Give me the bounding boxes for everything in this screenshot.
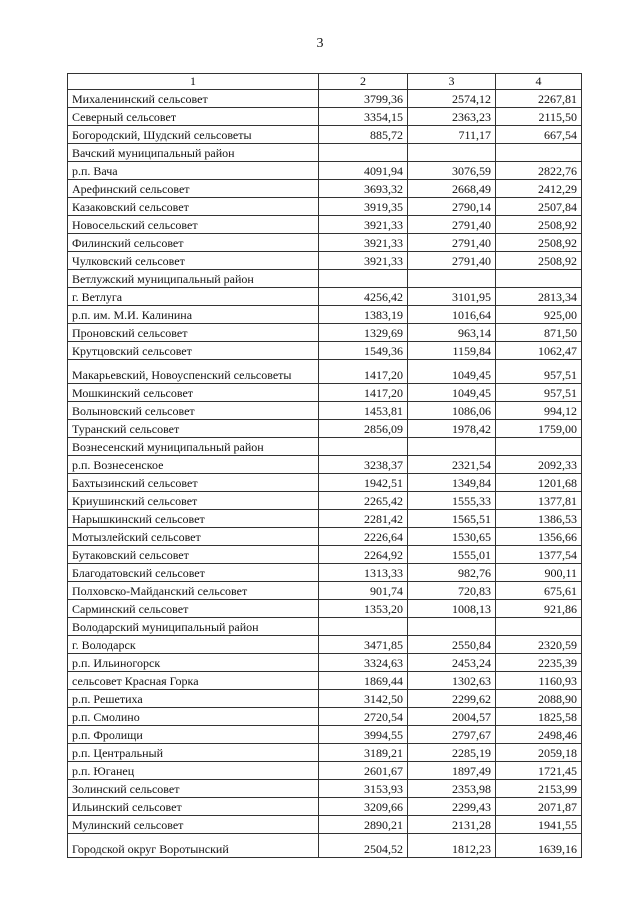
cell-col4 — [496, 618, 582, 636]
cell-col2 — [319, 618, 408, 636]
cell-col3: 2790,14 — [408, 198, 496, 216]
tariff-table — [67, 73, 582, 858]
cell-name: Вачский муниципальный район — [68, 144, 319, 162]
cell-col4: 1825,58 — [496, 708, 582, 726]
cell-col3: 2321,54 — [408, 456, 496, 474]
cell-col2: 1417,20 — [319, 384, 408, 402]
cell-col4: 1377,54 — [496, 546, 582, 564]
cell-col3: 1302,63 — [408, 672, 496, 690]
cell-name: сельсовет Красная Горка — [68, 672, 319, 690]
cell-name: Северный сельсовет — [68, 108, 319, 126]
table-row — [68, 180, 582, 198]
table-row — [68, 270, 582, 288]
cell-col2: 1417,20 — [319, 360, 408, 384]
cell-name: Бутаковский сельсовет — [68, 546, 319, 564]
cell-col4: 2267,81 — [496, 90, 582, 108]
table-row — [68, 162, 582, 180]
table-row — [68, 360, 582, 384]
cell-col2: 2281,42 — [319, 510, 408, 528]
cell-col2: 2890,21 — [319, 816, 408, 834]
cell-col4: 2235,39 — [496, 654, 582, 672]
cell-col3: 2299,62 — [408, 690, 496, 708]
cell-name: Волыновский сельсовет — [68, 402, 319, 420]
cell-col2: 2504,52 — [319, 834, 408, 858]
table-row — [68, 216, 582, 234]
cell-col4: 2059,18 — [496, 744, 582, 762]
cell-col4: 1639,16 — [496, 834, 582, 858]
cell-col2: 3921,33 — [319, 216, 408, 234]
cell-name: р.п. Фролищи — [68, 726, 319, 744]
column-header: 3 — [408, 74, 496, 90]
cell-col4: 2071,87 — [496, 798, 582, 816]
cell-name: Володарский муниципальный район — [68, 618, 319, 636]
cell-name: Казаковский сельсовет — [68, 198, 319, 216]
cell-name: Чулковский сельсовет — [68, 252, 319, 270]
table-row — [68, 672, 582, 690]
cell-name: р.п. Вача — [68, 162, 319, 180]
table-row — [68, 546, 582, 564]
cell-col3: 2285,19 — [408, 744, 496, 762]
cell-col2: 2265,42 — [319, 492, 408, 510]
cell-name: Благодатовский сельсовет — [68, 564, 319, 582]
cell-col3: 963,14 — [408, 324, 496, 342]
cell-col3: 1555,01 — [408, 546, 496, 564]
cell-col3: 2131,28 — [408, 816, 496, 834]
cell-col2 — [319, 144, 408, 162]
cell-name: Ильинский сельсовет — [68, 798, 319, 816]
cell-col4: 2153,99 — [496, 780, 582, 798]
cell-name: Туранский сельсовет — [68, 420, 319, 438]
column-header: 4 — [496, 74, 582, 90]
cell-name: Полховско-Майданский сельсовет — [68, 582, 319, 600]
cell-col2: 3994,55 — [319, 726, 408, 744]
cell-col3: 2453,24 — [408, 654, 496, 672]
table-row — [68, 762, 582, 780]
table-row — [68, 306, 582, 324]
cell-col4: 2088,90 — [496, 690, 582, 708]
cell-col3 — [408, 144, 496, 162]
cell-col4: 2507,84 — [496, 198, 582, 216]
cell-col3: 2353,98 — [408, 780, 496, 798]
cell-name: Богородский, Шудский сельсоветы — [68, 126, 319, 144]
table-row — [68, 600, 582, 618]
cell-col3: 1555,33 — [408, 492, 496, 510]
cell-col2: 3209,66 — [319, 798, 408, 816]
cell-col2: 1329,69 — [319, 324, 408, 342]
cell-col2: 2856,09 — [319, 420, 408, 438]
cell-col3: 982,76 — [408, 564, 496, 582]
cell-col4: 667,54 — [496, 126, 582, 144]
cell-col4: 1759,00 — [496, 420, 582, 438]
cell-col2: 3238,37 — [319, 456, 408, 474]
cell-col2: 3354,15 — [319, 108, 408, 126]
table-body — [68, 90, 582, 858]
cell-col2: 3153,93 — [319, 780, 408, 798]
cell-col3: 2791,40 — [408, 216, 496, 234]
cell-col2: 3189,21 — [319, 744, 408, 762]
cell-name: Ветлужский муниципальный район — [68, 270, 319, 288]
cell-col2: 3324,63 — [319, 654, 408, 672]
cell-name: Мотызлейский сельсовет — [68, 528, 319, 546]
cell-col3: 2004,57 — [408, 708, 496, 726]
cell-col3: 2550,84 — [408, 636, 496, 654]
cell-name: р.п. им. М.И. Калинина — [68, 306, 319, 324]
table-row — [68, 456, 582, 474]
cell-col4 — [496, 438, 582, 456]
cell-col3: 1159,84 — [408, 342, 496, 360]
cell-col2: 1353,20 — [319, 600, 408, 618]
table-row — [68, 324, 582, 342]
cell-col2: 885,72 — [319, 126, 408, 144]
table-row — [68, 108, 582, 126]
cell-col2: 3799,36 — [319, 90, 408, 108]
cell-name: Мулинский сельсовет — [68, 816, 319, 834]
cell-col4: 994,12 — [496, 402, 582, 420]
page-number: 3 — [316, 36, 324, 51]
cell-name: Вознесенский муниципальный район — [68, 438, 319, 456]
table-row — [68, 198, 582, 216]
cell-name: р.п. Ильиногорск — [68, 654, 319, 672]
table-row — [68, 510, 582, 528]
cell-col3: 3076,59 — [408, 162, 496, 180]
cell-name: Городской округ Воротынский — [68, 834, 319, 858]
cell-col3: 2299,43 — [408, 798, 496, 816]
table-row — [68, 582, 582, 600]
table-row — [68, 708, 582, 726]
table-row — [68, 744, 582, 762]
table-row — [68, 252, 582, 270]
cell-col4: 2498,46 — [496, 726, 582, 744]
cell-col2: 2226,64 — [319, 528, 408, 546]
cell-col4: 1062,47 — [496, 342, 582, 360]
cell-col3: 1008,13 — [408, 600, 496, 618]
cell-col3: 720,83 — [408, 582, 496, 600]
cell-col4: 2822,76 — [496, 162, 582, 180]
cell-col4: 2508,92 — [496, 234, 582, 252]
cell-name: Мошкинский сельсовет — [68, 384, 319, 402]
table-row — [68, 780, 582, 798]
cell-col2: 3921,33 — [319, 252, 408, 270]
cell-col3: 2668,49 — [408, 180, 496, 198]
cell-name: р.п. Юганец — [68, 762, 319, 780]
cell-col4: 1721,45 — [496, 762, 582, 780]
table-row — [68, 402, 582, 420]
cell-col2: 4256,42 — [319, 288, 408, 306]
cell-col3 — [408, 270, 496, 288]
cell-col3: 711,17 — [408, 126, 496, 144]
cell-col4: 925,00 — [496, 306, 582, 324]
cell-name: Криушинский сельсовет — [68, 492, 319, 510]
cell-col3: 1812,23 — [408, 834, 496, 858]
table-row — [68, 126, 582, 144]
cell-col3: 1897,49 — [408, 762, 496, 780]
cell-name: Филинский сельсовет — [68, 234, 319, 252]
table-row — [68, 564, 582, 582]
cell-col4: 957,51 — [496, 360, 582, 384]
cell-col4: 2092,33 — [496, 456, 582, 474]
cell-col4: 1356,66 — [496, 528, 582, 546]
cell-name: р.п. Решетиха — [68, 690, 319, 708]
table-row — [68, 234, 582, 252]
cell-name: г. Ветлуга — [68, 288, 319, 306]
cell-name: Макарьевский, Новоуспенский сельсоветы — [68, 360, 319, 384]
cell-col3 — [408, 618, 496, 636]
table-row — [68, 288, 582, 306]
cell-col3: 2574,12 — [408, 90, 496, 108]
cell-col3: 2791,40 — [408, 252, 496, 270]
cell-col4: 2508,92 — [496, 216, 582, 234]
cell-name: Проновский сельсовет — [68, 324, 319, 342]
cell-col3: 1565,51 — [408, 510, 496, 528]
table-row — [68, 636, 582, 654]
cell-col3: 1049,45 — [408, 384, 496, 402]
table-row — [68, 492, 582, 510]
cell-col2: 4091,94 — [319, 162, 408, 180]
cell-col2: 3919,35 — [319, 198, 408, 216]
cell-col4: 2320,59 — [496, 636, 582, 654]
cell-col4: 2412,29 — [496, 180, 582, 198]
cell-col3: 2363,23 — [408, 108, 496, 126]
cell-col3: 2791,40 — [408, 234, 496, 252]
table-row — [68, 798, 582, 816]
cell-col4: 1386,53 — [496, 510, 582, 528]
table-row — [68, 654, 582, 672]
cell-col4: 871,50 — [496, 324, 582, 342]
cell-col4: 1377,81 — [496, 492, 582, 510]
cell-name: Крутцовский сельсовет — [68, 342, 319, 360]
table-row — [68, 144, 582, 162]
cell-col2: 3921,33 — [319, 234, 408, 252]
cell-col4: 957,51 — [496, 384, 582, 402]
table-row — [68, 420, 582, 438]
cell-col2: 1942,51 — [319, 474, 408, 492]
cell-col4: 900,11 — [496, 564, 582, 582]
cell-col2 — [319, 438, 408, 456]
cell-name: Бахтызинский сельсовет — [68, 474, 319, 492]
cell-col4: 675,61 — [496, 582, 582, 600]
cell-name: Арефинский сельсовет — [68, 180, 319, 198]
table-row — [68, 474, 582, 492]
column-header: 1 — [68, 74, 319, 90]
table-row — [68, 816, 582, 834]
table-row — [68, 834, 582, 858]
column-header: 2 — [319, 74, 408, 90]
table-row — [68, 690, 582, 708]
cell-col4: 2508,92 — [496, 252, 582, 270]
cell-col2: 1313,33 — [319, 564, 408, 582]
table-row — [68, 438, 582, 456]
cell-col3: 1016,64 — [408, 306, 496, 324]
cell-col4: 1201,68 — [496, 474, 582, 492]
cell-col4: 2115,50 — [496, 108, 582, 126]
table-row — [68, 342, 582, 360]
cell-col2: 2264,92 — [319, 546, 408, 564]
cell-name: р.п. Вознесенское — [68, 456, 319, 474]
cell-name: Михаленинский сельсовет — [68, 90, 319, 108]
cell-col4: 2813,34 — [496, 288, 582, 306]
table-row — [68, 618, 582, 636]
cell-name: г. Володарск — [68, 636, 319, 654]
table-header-row — [68, 74, 582, 90]
cell-col4 — [496, 144, 582, 162]
cell-col2 — [319, 270, 408, 288]
cell-col2: 1549,36 — [319, 342, 408, 360]
cell-col3: 1049,45 — [408, 360, 496, 384]
table-row — [68, 384, 582, 402]
cell-col2: 1453,81 — [319, 402, 408, 420]
cell-col3: 1349,84 — [408, 474, 496, 492]
cell-col2: 3471,85 — [319, 636, 408, 654]
cell-col3: 3101,95 — [408, 288, 496, 306]
cell-col2: 2601,67 — [319, 762, 408, 780]
cell-col4: 921,86 — [496, 600, 582, 618]
cell-col2: 3142,50 — [319, 690, 408, 708]
cell-col2: 1869,44 — [319, 672, 408, 690]
cell-col2: 2720,54 — [319, 708, 408, 726]
table-row — [68, 528, 582, 546]
cell-col3 — [408, 438, 496, 456]
cell-col3: 1978,42 — [408, 420, 496, 438]
cell-name: р.п. Смолино — [68, 708, 319, 726]
cell-col2: 3693,32 — [319, 180, 408, 198]
cell-col3: 1086,06 — [408, 402, 496, 420]
cell-col3: 1530,65 — [408, 528, 496, 546]
cell-col2: 1383,19 — [319, 306, 408, 324]
table-row — [68, 90, 582, 108]
cell-col2: 901,74 — [319, 582, 408, 600]
table-row — [68, 726, 582, 744]
cell-col4: 1160,93 — [496, 672, 582, 690]
cell-col3: 2797,67 — [408, 726, 496, 744]
cell-name: Новосельский сельсовет — [68, 216, 319, 234]
cell-name: Золинский сельсовет — [68, 780, 319, 798]
cell-col4 — [496, 270, 582, 288]
cell-name: р.п. Центральный — [68, 744, 319, 762]
cell-name: Сарминский сельсовет — [68, 600, 319, 618]
cell-col4: 1941,55 — [496, 816, 582, 834]
cell-name: Нарышкинский сельсовет — [68, 510, 319, 528]
